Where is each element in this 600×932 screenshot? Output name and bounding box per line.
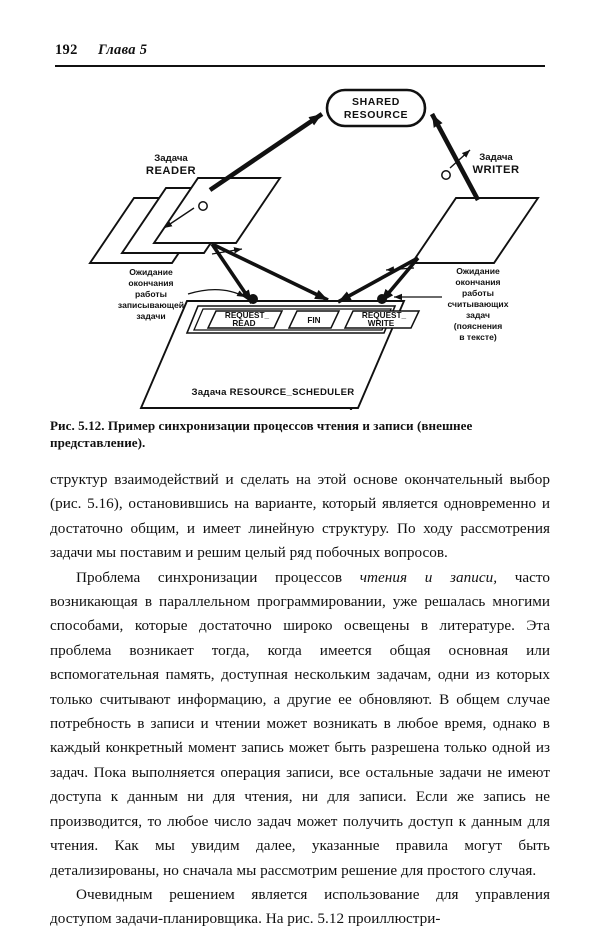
- writer-link-circle-marker: [442, 171, 450, 179]
- writer-task-label-line2: WRITER: [472, 164, 520, 176]
- body-paragraph-2-emphasis: чтения и записи,: [359, 568, 498, 586]
- body-text: [50, 468, 550, 932]
- reader-task-group: [90, 153, 280, 263]
- figure-diagram: [46, 78, 558, 410]
- left-annotation-line-4: записывающей: [117, 300, 185, 310]
- entry-box-request-write: [345, 311, 419, 328]
- right-annotation-line-2: окончания: [455, 277, 501, 287]
- left-annotation-line-2: окончания: [128, 278, 174, 288]
- entry-box-request-read-line1: REQUEST_: [224, 311, 270, 320]
- shared-resource-line2: RESOURCE: [343, 109, 409, 121]
- body-paragraph-3: Очевидным решением является использование для управления доступом задачи-планировщика. На рис. 5.12 проиллюстри-: [50, 885, 550, 928]
- left-annotation-line-1: Ожидание: [129, 267, 173, 277]
- reader-task-label-line2: READER: [145, 165, 197, 177]
- writer-to-resource-link: [432, 114, 478, 200]
- left-annotation-leader: [188, 290, 245, 297]
- entry-box-fin: [289, 311, 339, 328]
- header-rule: [55, 65, 545, 67]
- right-annotation-line-5: задач: [466, 310, 490, 320]
- writer-to-scheduler-calls: [338, 258, 418, 302]
- writer-wait-dot: [377, 294, 387, 304]
- resource-scheduler-task: [141, 301, 419, 408]
- figure-caption: Рис. 5.12. Пример синхронизации процессов чтения и записи (внешнее представление).: [50, 418, 473, 450]
- writer-task-group: [412, 152, 538, 263]
- entry-box-fin-label: FIN: [307, 316, 321, 325]
- shared-resource-node: [327, 90, 425, 126]
- figure-5-12: [46, 78, 558, 410]
- shared-resource-line1: SHARED: [352, 96, 400, 108]
- running-head: [55, 42, 545, 68]
- body-paragraph-1: структур взаимодействий и сделать на этой основе окончательный выбор (рис. 5.16), остановившись на варианте, который является одновременно и достаточно общим, и имеет линейную структуру. По ходу рассмотрения задачи мы поставим и решим целый ряд побочных вопросов.: [50, 471, 550, 562]
- left-annotation-line-5: задачи: [136, 311, 166, 321]
- entry-box-request-read: [208, 311, 282, 328]
- reader-link-circle-marker: [199, 202, 207, 210]
- scheduler-label: Задача RESOURCE_SCHEDULER: [191, 387, 355, 398]
- entry-box-request-write-line2: WRITE: [367, 319, 395, 328]
- right-annotation: [394, 266, 509, 342]
- page-number: 192: [55, 42, 78, 58]
- right-annotation-line-6: (пояснения: [453, 321, 503, 331]
- right-annotation-line-7: в тексте): [459, 332, 497, 342]
- body-paragraph-2: [50, 566, 550, 883]
- writer-task-card: [412, 198, 538, 263]
- right-annotation-line-4: считывающих: [447, 299, 509, 309]
- entry-box-request-read-line2: READ: [232, 319, 256, 328]
- right-annotation-line-3: работы: [462, 288, 494, 298]
- right-annotation-line-1: Ожидание: [456, 266, 500, 276]
- left-annotation-line-3: работы: [135, 289, 167, 299]
- writer-task-label-line1: Задача: [479, 152, 513, 163]
- reader-to-scheduler-calls: [212, 244, 328, 303]
- reader-task-label-line1: Задача: [154, 153, 188, 164]
- chapter-title: Глава 5: [98, 42, 148, 58]
- entry-box-request-write-line1: REQUEST_: [361, 311, 407, 320]
- body-paragraph-2-post: часто возникающая в параллельном программировании, уже решалась многими способами, которые достаточно широко освещены в литературе. Эта проблема возникает тогда, когда имеется общая основная или вспомогательная память, доступная нескольким задачам, одни из которых только считывают информацию, а другие ее обновляют. В общем случае потребность в записи и чтении может возникать в любое время, однако в каждый конкретный момент запись может быть разрешена только одной из задач. Пока выполняется операция записи, все остальные задачи не имеют доступа к данным ни для чтения, ни для записи. Если же запись не производится, то любое число задач может получить доступ к данным для чтения. Как мы увидим далее, указанные правила могут быть детализированы, но сначала мы рассмотрим решение для простого случая.: [50, 568, 550, 879]
- reader-wait-dot: [248, 294, 258, 304]
- body-paragraph-2-pre: Проблема синхронизации процессов: [76, 568, 360, 586]
